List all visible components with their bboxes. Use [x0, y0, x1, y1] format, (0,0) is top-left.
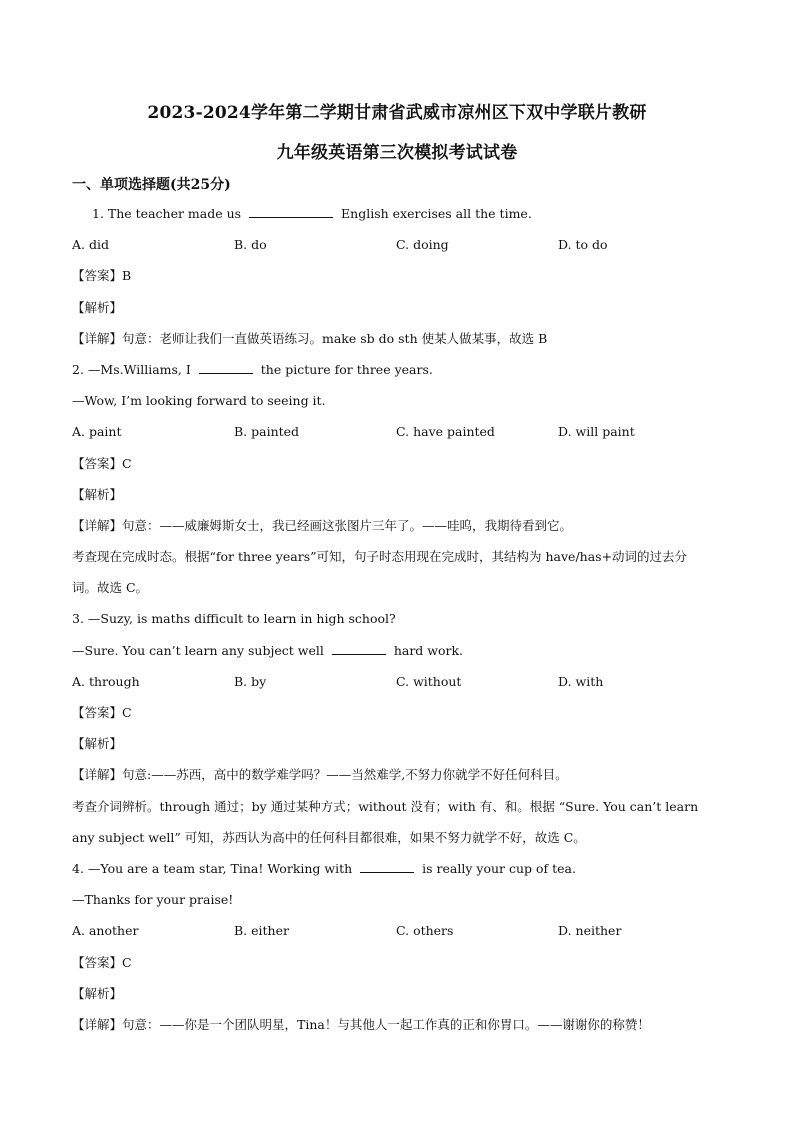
- question-4-detail: 【详解】句意：——你是一个团队明星，Tina！与其他人一起工作真的正和你胃口。——谢谢你的称赞！: [72, 1016, 650, 1032]
- question-1-answer: 【答案】B: [72, 268, 132, 284]
- question-4-options: [72, 915, 722, 946]
- option-b: B. do: [234, 237, 267, 253]
- question-2-reply: —Wow, I’m looking forward to seeing it.: [72, 393, 326, 409]
- option-b: B. painted: [234, 424, 300, 440]
- question-4-reply: —Thanks for your praise!: [72, 892, 234, 908]
- question-1-stem: 1. The teacher made us English exercises all the time.: [92, 206, 532, 221]
- question-1-options: [72, 229, 722, 260]
- exam-title-line-2: 九年级英语第三次模拟考试试卷: [276, 143, 518, 163]
- option-a: A. paint: [72, 424, 122, 440]
- answer-blank: [249, 216, 333, 218]
- question-3-detail-2: 考查介词辨析。through 通过；by 通过某种方式；without 没有；with 有、和。根据 “Sure. You can’t learn: [72, 798, 699, 814]
- question-4-stem: 4. —You are a team star, Tina! Working with is really your cup of tea.: [72, 860, 576, 876]
- option-a: A. another: [72, 923, 139, 939]
- option-a: A. through: [72, 673, 140, 689]
- question-3-reply: —Sure. You can’t learn any subject well hard work.: [72, 642, 464, 658]
- question-3-analysis: 【解析】: [72, 736, 123, 752]
- question-4-answer: 【答案】C: [72, 954, 132, 970]
- option-c: C. without: [396, 673, 462, 689]
- question-3-detail: 【详解】句意:——苏西，高中的数学难学吗？——当然难学,不努力你就学不好任何科目。: [72, 767, 568, 783]
- option-c: C. have painted: [396, 424, 495, 440]
- question-3-detail-3: any subject well” 可知，苏西认为高中的任何科目都很难，如果不努力就学不好，故选 C。: [72, 829, 586, 845]
- question-3-answer: 【答案】C: [72, 705, 132, 720]
- option-d: D. neither: [558, 923, 622, 939]
- answer-blank: [199, 372, 253, 374]
- option-b: B. by: [234, 673, 267, 689]
- answer-blank: [332, 653, 386, 655]
- question-2-answer: 【答案】C: [72, 455, 132, 471]
- exam-title-line-1: 2023-2024学年第二学期甘肃省武威市凉州区下双中学联片教研: [147, 103, 647, 123]
- question-2-options: [72, 416, 722, 447]
- answer-blank: [360, 871, 414, 873]
- question-1-analysis: 【解析】: [72, 299, 123, 315]
- question-2-analysis: 【解析】: [72, 486, 123, 502]
- question-3-options: [72, 666, 722, 697]
- question-3-stem: 3. —Suzy, is maths difficult to learn in high school?: [72, 611, 396, 627]
- question-1-detail: 【详解】句意：老师让我们一直做英语练习。make sb do sth 使某人做某事，故选 B: [72, 330, 548, 346]
- option-d: D. to do: [558, 237, 608, 253]
- option-d: D. with: [558, 673, 604, 689]
- question-2-detail-3: 词。故选 C。: [72, 580, 149, 596]
- option-b: B. either: [234, 923, 289, 939]
- option-c: C. doing: [396, 237, 449, 253]
- question-4-analysis: 【解析】: [72, 985, 123, 1001]
- option-c: C. others: [396, 923, 454, 939]
- question-2-stem: 2. —Ms.Williams, I the picture for three years.: [72, 361, 433, 377]
- question-2-detail-2: 考查现在完成时态。根据“for three years”可知，句子时态用现在完成时，其结构为 have/has+动词的过去分: [72, 549, 688, 565]
- question-2-detail: 【详解】句意：——威廉姆斯女士，我已经画这张图片三年了。——哇呜，我期待看到它。: [72, 517, 573, 533]
- section-heading: 一、单项选择题(共25分): [72, 177, 231, 193]
- option-d: D. will paint: [558, 424, 635, 440]
- option-a: A. did: [72, 237, 109, 253]
